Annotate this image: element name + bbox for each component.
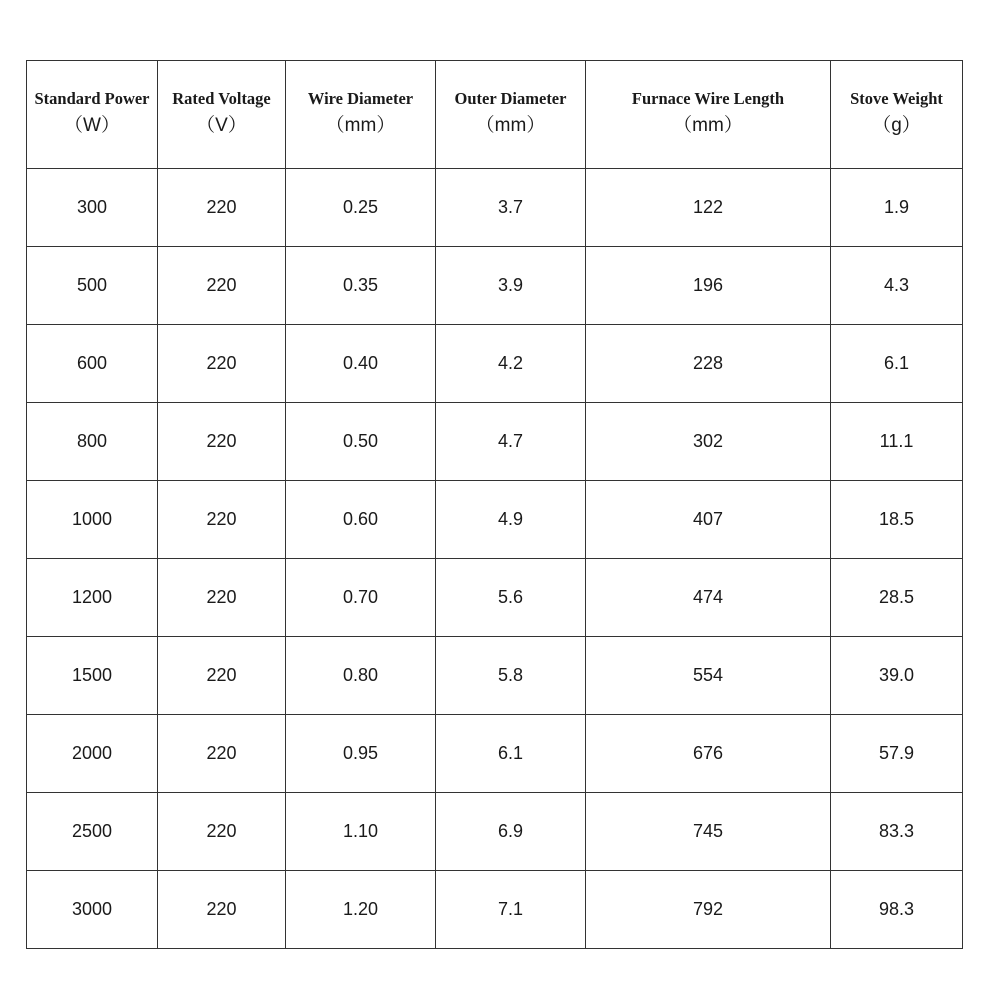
- table-body: [27, 169, 963, 949]
- cell-standard-power: 600: [27, 325, 158, 403]
- table-row: [27, 871, 963, 949]
- cell-stove-weight: 6.1: [831, 325, 963, 403]
- cell-stove-weight: 11.1: [831, 403, 963, 481]
- table-row: [27, 559, 963, 637]
- cell-stove-weight: 98.3: [831, 871, 963, 949]
- table-row: [27, 481, 963, 559]
- cell-standard-power: 500: [27, 247, 158, 325]
- cell-standard-power: 800: [27, 403, 158, 481]
- header-title: Standard Power: [34, 89, 150, 108]
- header-cell-outer-diameter: [436, 61, 586, 169]
- header-unit: （mm）: [673, 114, 743, 136]
- header-unit: （mm）: [325, 114, 396, 136]
- cell-wire-diameter: 1.10: [286, 793, 436, 871]
- cell-wire-diameter: 0.25: [286, 169, 436, 247]
- cell-stove-weight: 39.0: [831, 637, 963, 715]
- cell-standard-power: 1200: [27, 559, 158, 637]
- cell-furnace-wire-length: 745: [586, 793, 831, 871]
- table-row: [27, 169, 963, 247]
- cell-outer-diameter: 5.6: [436, 559, 586, 637]
- cell-furnace-wire-length: 554: [586, 637, 831, 715]
- cell-rated-voltage: 220: [158, 637, 286, 715]
- cell-outer-diameter: 4.9: [436, 481, 586, 559]
- table-row: [27, 247, 963, 325]
- table-row: [27, 793, 963, 871]
- cell-wire-diameter: 0.70: [286, 559, 436, 637]
- header-title: Stove Weight: [850, 89, 943, 108]
- cell-wire-diameter: 1.20: [286, 871, 436, 949]
- cell-outer-diameter: 4.2: [436, 325, 586, 403]
- cell-furnace-wire-length: 676: [586, 715, 831, 793]
- cell-furnace-wire-length: 474: [586, 559, 831, 637]
- cell-stove-weight: 18.5: [831, 481, 963, 559]
- cell-outer-diameter: 3.7: [436, 169, 586, 247]
- cell-wire-diameter: 0.60: [286, 481, 436, 559]
- cell-rated-voltage: 220: [158, 871, 286, 949]
- table-row: [27, 715, 963, 793]
- cell-rated-voltage: 220: [158, 403, 286, 481]
- header-unit: （mm）: [475, 114, 546, 136]
- cell-stove-weight: 4.3: [831, 247, 963, 325]
- cell-wire-diameter: 0.50: [286, 403, 436, 481]
- cell-outer-diameter: 5.8: [436, 637, 586, 715]
- cell-furnace-wire-length: 407: [586, 481, 831, 559]
- header-cell-standard-power: [27, 61, 158, 169]
- header-title: Outer Diameter: [454, 89, 567, 108]
- cell-wire-diameter: 0.40: [286, 325, 436, 403]
- cell-furnace-wire-length: 196: [586, 247, 831, 325]
- table-row: [27, 637, 963, 715]
- header-cell-wire-diameter: [286, 61, 436, 169]
- header-cell-rated-voltage: [158, 61, 286, 169]
- header-title: Furnace Wire Length: [631, 89, 785, 108]
- cell-stove-weight: 83.3: [831, 793, 963, 871]
- cell-furnace-wire-length: 302: [586, 403, 831, 481]
- cell-furnace-wire-length: 122: [586, 169, 831, 247]
- cell-stove-weight: 57.9: [831, 715, 963, 793]
- header-unit: （W）: [64, 114, 120, 136]
- table-row: [27, 403, 963, 481]
- cell-rated-voltage: 220: [158, 715, 286, 793]
- header-cell-furnace-wire-length: [586, 61, 831, 169]
- table-header: [27, 61, 963, 169]
- cell-outer-diameter: 4.7: [436, 403, 586, 481]
- header-row: [27, 61, 963, 169]
- table-row: [27, 325, 963, 403]
- cell-outer-diameter: 7.1: [436, 871, 586, 949]
- cell-stove-weight: 1.9: [831, 169, 963, 247]
- header-title: Rated Voltage: [172, 89, 271, 108]
- header-title: Wire Diameter: [307, 89, 414, 108]
- cell-standard-power: 1500: [27, 637, 158, 715]
- cell-wire-diameter: 0.35: [286, 247, 436, 325]
- cell-rated-voltage: 220: [158, 325, 286, 403]
- cell-rated-voltage: 220: [158, 247, 286, 325]
- cell-furnace-wire-length: 228: [586, 325, 831, 403]
- cell-rated-voltage: 220: [158, 559, 286, 637]
- cell-rated-voltage: 220: [158, 169, 286, 247]
- cell-outer-diameter: 6.1: [436, 715, 586, 793]
- header-cell-stove-weight: [831, 61, 963, 169]
- cell-standard-power: 1000: [27, 481, 158, 559]
- cell-standard-power: 300: [27, 169, 158, 247]
- cell-furnace-wire-length: 792: [586, 871, 831, 949]
- cell-outer-diameter: 6.9: [436, 793, 586, 871]
- cell-wire-diameter: 0.95: [286, 715, 436, 793]
- header-unit: （V）: [196, 114, 247, 136]
- cell-outer-diameter: 3.9: [436, 247, 586, 325]
- spec-table: [26, 60, 963, 949]
- header-unit: （g）: [872, 114, 921, 136]
- cell-standard-power: 2500: [27, 793, 158, 871]
- cell-standard-power: 3000: [27, 871, 158, 949]
- cell-stove-weight: 28.5: [831, 559, 963, 637]
- cell-rated-voltage: 220: [158, 481, 286, 559]
- cell-rated-voltage: 220: [158, 793, 286, 871]
- cell-standard-power: 2000: [27, 715, 158, 793]
- cell-wire-diameter: 0.80: [286, 637, 436, 715]
